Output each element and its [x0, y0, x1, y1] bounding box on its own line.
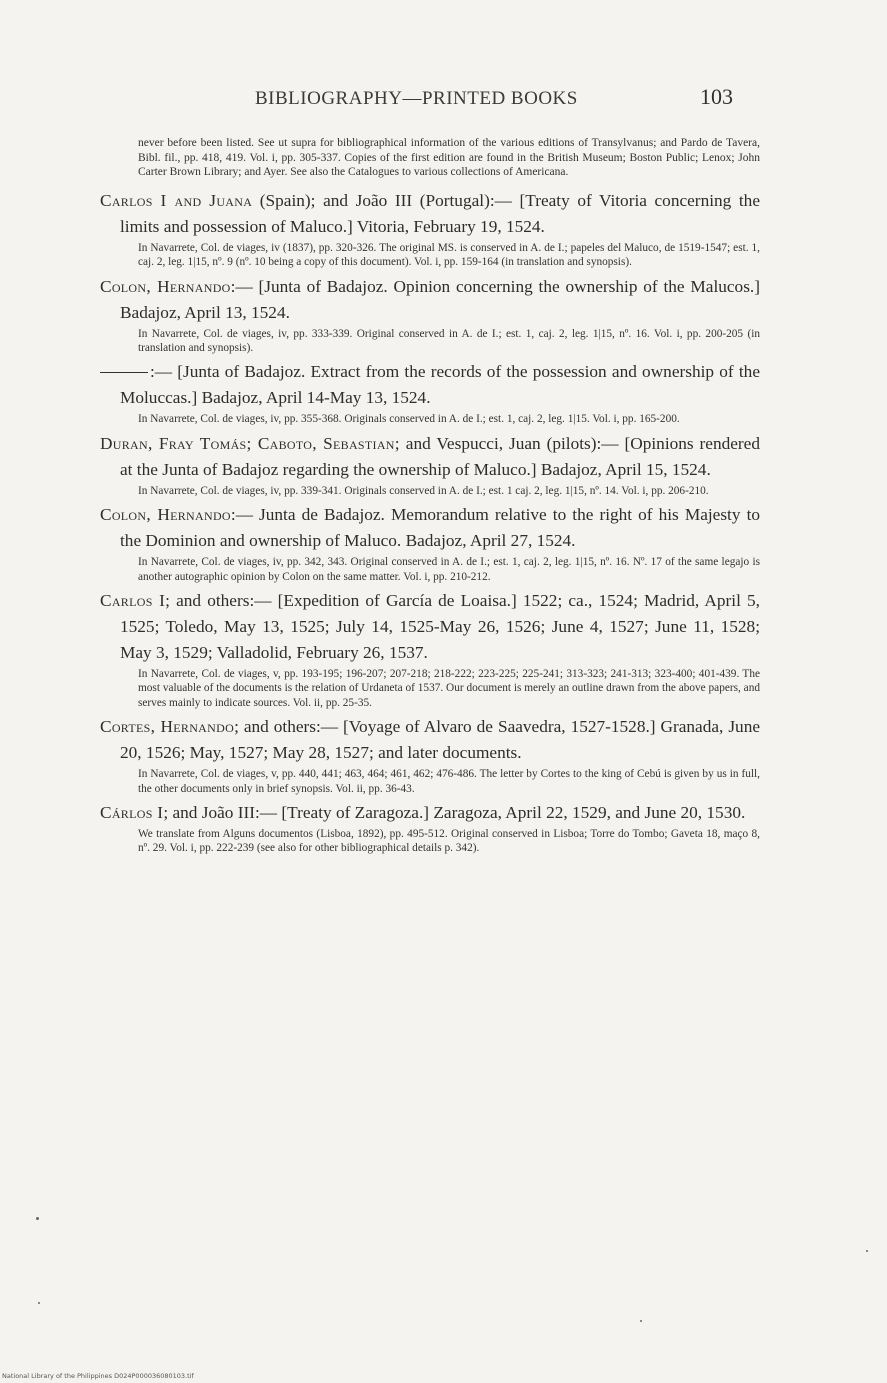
bibliography-entry: [100, 502, 760, 584]
page-body: [100, 136, 760, 860]
bibliography-entry: [100, 274, 760, 356]
dust-speck: [38, 1302, 40, 1304]
entry-note: In Navarrete, Col. de viages, iv, pp. 355-368. Originals conserved in A. de I.; est. 1, caj. 2, leg. 1|15. Vol. i, pp. 165-200.: [138, 413, 680, 426]
bibliography-entry: [100, 588, 760, 710]
entry-heading: [100, 188, 760, 240]
bibliography-entry: [100, 359, 760, 426]
entry-author: Carlos I and Juana: [100, 190, 253, 210]
bibliography-entry: [100, 431, 760, 498]
entry-author: Cárlos I: [100, 803, 164, 823]
entry-title: ; and João III:— [Treaty of Zaragoza.] Zaragoza, April 22, 1529, and June 20, 1530.: [163, 803, 746, 823]
intro-paragraph: never before been listed. See ut supra for bibliographical information of the various editions of Transylvanus; and Pardo de Tavera, Bibl. fil., pp. 418, 419. Vol. i, pp. 305-337. Copies of the first edition are found in the British Museum; Boston Public; Lenox; John Carter Brown Library; and Ayer. See also the Catalogues to various collections of Americana.: [138, 137, 760, 179]
entry-note: In Navarrete, Col. de viages, v, pp. 440, 441; 463, 464; 461, 462; 476-486. The letter by Cortes to the king of Cebú is given by us in full, the other documents only in brief synopsis. Vol. ii, pp. 36-43.: [138, 768, 760, 795]
dust-speck: [36, 1217, 39, 1220]
ditto-rule: [100, 372, 148, 373]
entry-author: Cortes, Hernando: [100, 717, 235, 737]
entry-heading: [100, 588, 760, 666]
entry-title: :— Junta de Badajoz. Memorandum relative to the right of his Majesty to the Dominion and ownership of Maluco. Badajoz, April 27, 1524.: [120, 505, 761, 551]
page-number: 103: [700, 84, 733, 109]
entry-heading: [100, 502, 760, 554]
running-title: BIBLIOGRAPHY—PRINTED BOOKS: [255, 88, 578, 109]
bibliography-entry: [100, 800, 760, 856]
entry-note: In Navarrete, Col. de viages, iv, pp. 339-341. Originals conserved in A. de I.; est. 1 caj. 2, leg. 1|15, nº. 14. Vol. i, pp. 206-210.: [138, 484, 709, 497]
entry-heading: [100, 431, 760, 483]
entry-title: (Spain); and João III (Portugal):— [Treaty of Vitoria concerning the limits and possession of Maluco.] Vitoria, February 19, 1524.: [120, 190, 760, 236]
entry-author: Colon, Hernando: [100, 276, 231, 296]
scan-footer-stamp: National Library of the Philippines D024P000036080103.tif: [2, 1372, 194, 1380]
entry-note: In Navarrete, Col. de viages, iv (1837), pp. 320-326. The original MS. is conserved in A. de I.; papeles del Maluco, de 1519-1547; est. 1, caj. 2, leg. 1|15, nº. 9 (nº. 10 being a copy of this document). Vol. i, pp. 159-164 (in translation and synopsis).: [138, 241, 760, 269]
entry-note: In Navarrete, Col. de viages, iv, pp. 342, 343. Original conserved in A. de I.; est. 1, caj. 2, leg. 1|15, nº. 16. Nº. 17 of the same legajo is another autographic opinion by Colon on the same matter. Vol. i, pp. 210-212.: [138, 556, 760, 583]
entry-heading: [100, 274, 760, 326]
bibliography-entry: [100, 714, 760, 796]
entry-author: Carlos I: [100, 591, 166, 611]
entry-title: ; and others:— [Voyage of Alvaro de Saavedra, 1527-1528.] Granada, June 20, 1526; May, 1527; May 28, 1527; and later documents.: [120, 717, 761, 763]
entry-heading: [100, 359, 760, 411]
running-head: [0, 84, 887, 118]
entry-note: In Navarrete, Col. de viages, v, pp. 193-195; 196-207; 207-218; 218-222; 223-225; 225-241; 313-323; 241-313; 323-400; 401-439. The most valuable of the documents is the relation of Urdaneta of 1537. Our document is merely an outline drawn from the above papers, and serves mainly to indicate sources. Vol. ii, pp. 25-35.: [138, 668, 760, 709]
entry-title: ; and others:— [Expedition of García de Loaisa.] 1522; ca., 1524; Madrid, April 5, 1525; Toledo, May 13, 1525; July 14, 1525-May 26, 1526; June 4, 1527; June 11, 1528; May 3, 1529; Valladolid, February 26, 1537.: [120, 591, 760, 663]
entry-note: We translate from Alguns documentos (Lisboa, 1892), pp. 495-512. Original conserved in Lisboa; Torre do Tombo; Gaveta 18, maço 8, nº. 29. Vol. i, pp. 222-239 (see also for other bibliographical details p. 342).: [138, 828, 760, 855]
entry-author: Colon, Hernando: [100, 505, 231, 525]
entry-title: :— [Junta of Badajoz. Opinion concerning the ownership of the Malucos.] Badajoz, April 13, 1524.: [120, 276, 760, 322]
entry-title: and Vespucci, Juan (pilots):— [Opinions rendered at the Junta of Badajoz regarding the ownership of Maluco.] Badajoz, April 15, 1524.: [120, 433, 760, 479]
entry-note: In Navarrete, Col. de viages, iv, pp. 333-339. Original conserved in A. de I.; est. 1, caj. 2, leg. 1|15, nº. 16. Vol. i, pp. 200-205 (in translation and synopsis).: [138, 327, 760, 354]
entry-heading: [100, 714, 760, 766]
entry-title: :— [Junta of Badajoz. Extract from the records of the possession and ownership of the Moluccas.] Badajoz, April 14-May 13, 1524.: [120, 362, 760, 408]
dust-speck: [866, 1250, 868, 1252]
entry-heading: [100, 800, 760, 826]
dust-speck: [640, 1320, 642, 1322]
bibliography-entry: [100, 188, 760, 270]
entry-author: Duran, Fray Tomás; Caboto, Sebastian;: [100, 433, 400, 453]
